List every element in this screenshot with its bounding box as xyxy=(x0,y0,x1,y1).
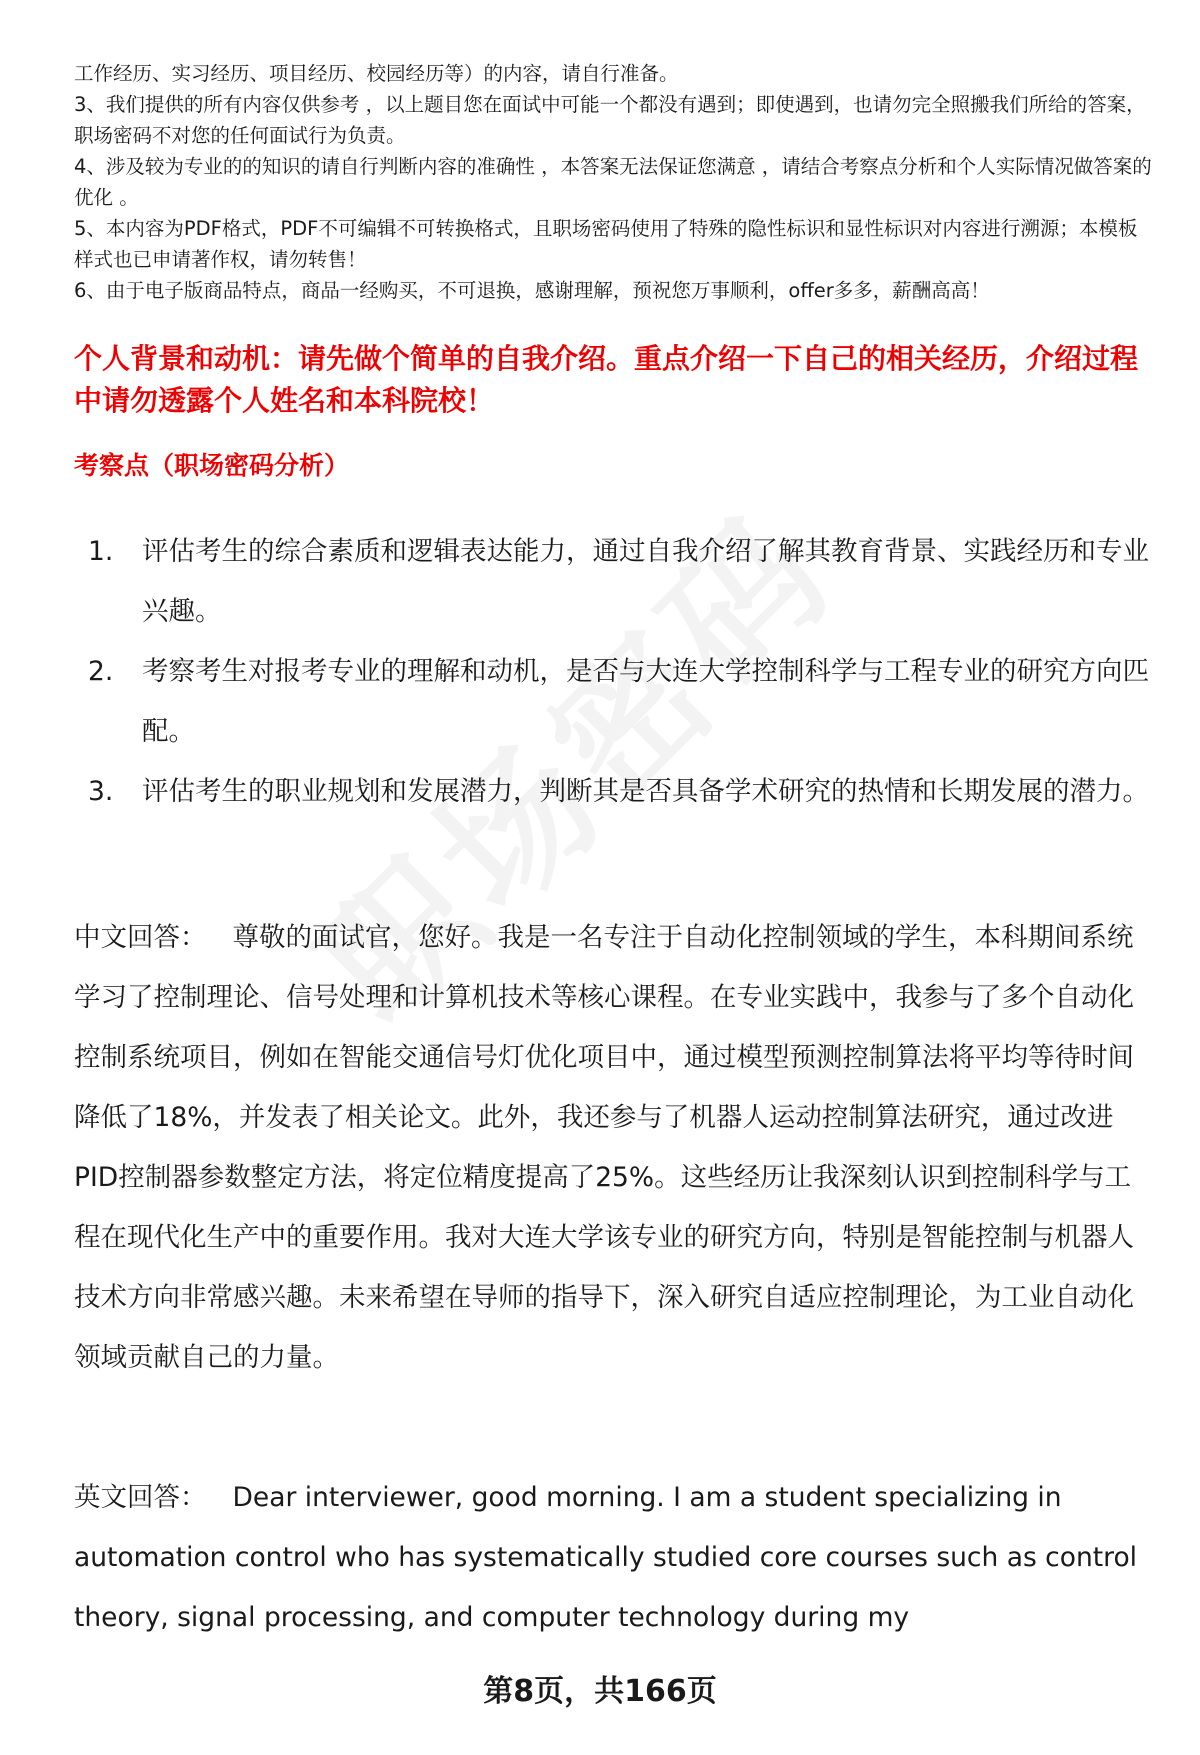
chinese-answer-label: 中文回答： xyxy=(74,922,207,953)
note-line: 6、由于电子版商品特点，商品一经购买，不可退换，感谢理解，预祝您万事顺利，offer多多，薪酬高高！ xyxy=(74,279,990,302)
list-number: 1. xyxy=(88,536,114,567)
list-number: 3. xyxy=(88,776,114,807)
note-line: 5、本内容为PDF格式，PDF不可编辑不可转换格式，且职场密码使用了特殊的隐性标识和显性标识对内容进行溯源；本模板样式也已申请著作权，请勿转售！ xyxy=(74,217,1138,271)
list-text: 评估考生的综合素质和逻辑表达能力，通过自我介绍了解其教育背景、实践经历和专业兴趣。 xyxy=(142,536,1149,627)
note-line: 4、涉及较为专业的的知识的请自行判断内容的准确性 ，本答案无法保证您满意 ，请结合考察点分析和个人实际情况做答案的优化 。 xyxy=(74,155,1152,209)
notes-block xyxy=(74,58,1154,306)
list-item xyxy=(74,522,1154,642)
list-number: 2. xyxy=(88,656,114,687)
note-line: 工作经历、实习经历、项目经历、校园经历等）的内容，请自行准备。 xyxy=(74,62,679,85)
assessment-points xyxy=(74,522,1154,822)
chinese-answer-text: 尊敬的面试官，您好。我是一名专注于自动化控制领域的学生，本科期间系统学习了控制理论、信号处理和计算机技术等核心课程。在专业实践中，我参与了多个自动化控制系统项目，例如在智能交通信号灯优化项目中，通过模型预测控制算法将平均等待时间降低了18%，并发表了相关论文。此外，我还参与了机器人运动控制算法研究，通过改进PID控制器参数整定方法，将定位精度提高了25%。这些经历让我深刻认识到控制科学与工程在现代化生产中的重要作用。我对大连大学该专业的研究方向，特别是智能控制与机器人技术方向非常感兴趣。未来希望在导师的指导下，深入研究自适应控制理论，为工业自动化领域贡献自己的力量。 xyxy=(74,922,1134,1373)
list-item xyxy=(74,762,1154,822)
section-title: 考察点（职场密码分析） xyxy=(74,451,350,480)
list-text: 评估考生的职业规划和发展潜力，判断其是否具备学术研究的热情和长期发展的潜力。 xyxy=(142,776,1149,807)
english-answer-text: Dear interviewer, good morning. I am a student specializing in automation control who has systematically studied core courses such as control theory, signal processing, and computer technology during my xyxy=(74,1482,1138,1633)
question-heading: 个人背景和动机：请先做个简单的自我介绍。重点介绍一下自己的相关经历，介绍过程中请勿透露个人姓名和本科院校！ xyxy=(74,342,1139,417)
english-answer xyxy=(74,1468,1154,1648)
page-number: 第8页，共166页 xyxy=(483,1674,717,1709)
english-answer-label: 英文回答： xyxy=(74,1482,207,1513)
note-line: 3、我们提供的所有内容仅供参考 ，以上题目您在面试中可能一个都没有遇到；即使遇到，也请勿完全照搬我们所给的答案，职场密码不对您的任何面试行为负责。 xyxy=(74,93,1146,147)
list-text: 考察考生对报考专业的理解和动机，是否与大连大学控制科学与工程专业的研究方向匹配。 xyxy=(142,656,1149,747)
chinese-answer xyxy=(74,908,1154,1388)
list-item xyxy=(74,642,1154,762)
